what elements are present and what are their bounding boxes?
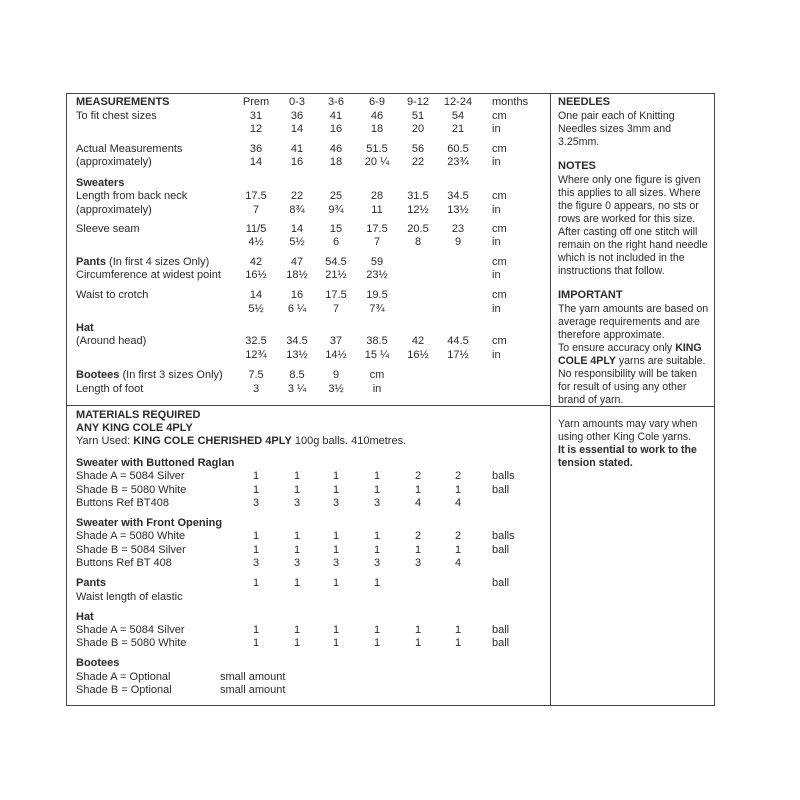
size-header-value: 6-9 — [369, 96, 385, 108]
circumference-label: Circumference at widest point — [76, 269, 221, 281]
hat-in-value: 16½ — [407, 349, 429, 361]
pants-in-value: 16½ — [245, 269, 267, 281]
unit-in: in — [492, 236, 501, 248]
hat-in-value: 17½ — [447, 349, 469, 361]
unit-ball: ball — [492, 544, 510, 556]
raglan-shade-b-value: 1 — [414, 484, 422, 496]
unit-cm: cm — [492, 289, 507, 301]
sleeve-cm-value: 11/5 — [245, 223, 267, 235]
size-header-value: 9-12 — [406, 96, 430, 108]
unit-in: in — [372, 383, 382, 395]
hat-shade-b-value: 1 — [373, 637, 381, 649]
hat-shade-b-value: 1 — [332, 637, 340, 649]
hat-shade-a-value: 1 — [293, 624, 301, 636]
unit-cm: cm — [492, 143, 507, 155]
chest-cm-value: 54 — [451, 110, 465, 122]
notes-heading: NOTES — [558, 160, 596, 172]
unit-cm: cm — [492, 335, 507, 347]
hat-in-value: 14½ — [325, 349, 347, 361]
chest-cm-value: 51 — [411, 110, 425, 122]
front-shade-b-label: Shade B = 5084 Silver — [76, 544, 186, 556]
front-shade-a-label: Shade A = 5080 White — [76, 530, 186, 542]
raglan-shade-a-label: Shade A = 5084 Silver — [76, 470, 185, 482]
small-amount: small amount — [220, 684, 286, 696]
unit-in: in — [492, 156, 501, 168]
needles-text: One pair each of Knitting Needles sizes 3mm and 3.25mm. — [558, 110, 675, 148]
sleeve-label: Sleeve seam — [76, 223, 140, 235]
size-header-value: Prem — [242, 96, 270, 108]
waist-cm-value: 19.5 — [366, 289, 388, 301]
chest-label: To fit chest sizes — [76, 110, 157, 122]
hat-in-value: 15 ¼ — [364, 349, 390, 361]
front-buttons-value: 3 — [373, 557, 381, 569]
bootees-cm-value: 8.5 — [289, 369, 305, 381]
length-in-value: 12½ — [407, 204, 429, 216]
front-shade-a-value: 2 — [454, 530, 462, 542]
hat-materials-heading: Hat — [76, 611, 94, 623]
hat-in-value: 13½ — [286, 349, 308, 361]
raglan-shade-b-label: Shade B = 5080 White — [76, 484, 187, 496]
sleeve-in-value: 4½ — [248, 236, 264, 248]
pants-yarn-value: 1 — [252, 577, 260, 589]
length-in-value: 9¾ — [328, 204, 344, 216]
actual-in-value: 14 — [249, 156, 263, 168]
sleeve-cm-value: 15 — [329, 223, 343, 235]
front-buttons-value: 3 — [252, 557, 260, 569]
chest-in-value: 14 — [290, 123, 304, 135]
front-buttons-value: 3 — [414, 557, 422, 569]
front-shade-b-value: 1 — [252, 544, 260, 556]
raglan-buttons-value: 3 — [373, 497, 381, 509]
actual-in-value: 23¾ — [447, 156, 469, 168]
foot-label: Length of foot — [76, 383, 144, 395]
unit-ball: ball — [492, 624, 510, 636]
chest-in-value: 16 — [329, 123, 343, 135]
front-shade-a-value: 1 — [252, 530, 260, 542]
unit-cm: cm — [492, 223, 507, 235]
front-shade-a-value: 1 — [332, 530, 340, 542]
pants-in-value: 21½ — [325, 269, 347, 281]
chest-cm-value: 46 — [370, 110, 384, 122]
hat-shade-a-value: 1 — [252, 624, 260, 636]
raglan-buttons-value: 3 — [293, 497, 301, 509]
yarn-vary-text: Yarn amounts may vary when using other King Cole yarns. — [558, 418, 698, 443]
bootees-shade-b-label: Shade B = Optional — [76, 684, 172, 696]
waist-in-value: 6 ¼ — [287, 303, 307, 315]
bootees-in-value: 3½ — [328, 383, 344, 395]
size-header-value: 3-6 — [328, 96, 344, 108]
bootees-heading: Bootees (In first 3 sizes Only) — [76, 369, 223, 381]
important-text-2: To ensure accuracy only KING COLE 4PLY yarns are suitable. — [558, 342, 706, 367]
front-buttons-label: Buttons Ref BT 408 — [76, 557, 172, 569]
pants-yarn-value: 1 — [373, 577, 381, 589]
unit-ball: ball — [492, 637, 510, 649]
sleeve-cm-value: 20.5 — [407, 223, 429, 235]
sweaters-heading: Sweaters — [76, 177, 125, 189]
unit-cm: cm — [492, 110, 507, 122]
bootees-in-value: 3 — [252, 383, 260, 395]
hat-shade-b-value: 1 — [454, 637, 462, 649]
measurements-heading: MEASUREMENTS — [76, 96, 170, 108]
bootees-cm-value: 7.5 — [248, 369, 264, 381]
front-shade-a-value: 2 — [414, 530, 422, 542]
pants-heading: Pants (In first 4 sizes Only) — [76, 256, 210, 268]
raglan-shade-a-value: 1 — [373, 470, 381, 482]
hat-heading: Hat — [76, 322, 94, 334]
unit-balls: balls — [492, 470, 515, 482]
length-cm-value: 25 — [329, 190, 343, 202]
hat-shade-b-value: 1 — [414, 637, 422, 649]
chest-in-value: 21 — [451, 123, 465, 135]
hat-in-value: 12¾ — [245, 349, 267, 361]
size-unit: months — [492, 96, 529, 108]
raglan-buttons-value: 3 — [252, 497, 260, 509]
raglan-buttons-value: 4 — [454, 497, 462, 509]
actual-in-value: 22 — [411, 156, 425, 168]
sleeve-cm-value: 17.5 — [366, 223, 388, 235]
unit-cm: cm — [369, 369, 385, 381]
length-cm-value: 31.5 — [407, 190, 429, 202]
waist-cm-value: 17.5 — [325, 289, 347, 301]
waist-in-value: 7¾ — [369, 303, 385, 315]
chest-in-value: 20 — [411, 123, 425, 135]
pants-in-value: 23½ — [366, 269, 388, 281]
sleeve-cm-value: 23 — [451, 223, 465, 235]
notes-text: Where only one figure is given this applies to all sizes. Where the figure 0 appears, no sts or rows are worked for this size. After casting off one stitch will remain on the right hand needle which is not included in the instructions that follow. — [558, 174, 708, 277]
hat-shade-a-value: 1 — [373, 624, 381, 636]
hat-cm-value: 32.5 — [245, 335, 267, 347]
chest-cm-value: 31 — [249, 110, 263, 122]
length-cm-value: 17.5 — [245, 190, 267, 202]
actual-cm-value: 36 — [249, 143, 263, 155]
waist-label: Waist to crotch — [76, 289, 149, 301]
length-in-value: 8¾ — [289, 204, 305, 216]
pants-cm-value: 47 — [290, 256, 304, 268]
actual-cm-value: 51.5 — [366, 143, 388, 155]
raglan-shade-b-value: 1 — [293, 484, 301, 496]
raglan-buttons-label: Buttons Ref BT408 — [76, 497, 169, 509]
sleeve-in-value: 8 — [414, 236, 422, 248]
hat-shade-b-label: Shade B = 5080 White — [76, 637, 187, 649]
hat-label: (Around head) — [76, 335, 147, 347]
hat-cm-value: 44.5 — [447, 335, 469, 347]
raglan-shade-b-value: 1 — [332, 484, 340, 496]
tension-note: It is essential to work to the tension stated. — [558, 444, 697, 469]
unit-balls: balls — [492, 530, 515, 542]
length-in-value: 7 — [252, 204, 260, 216]
important-text-1: The yarn amounts are based on average requirements and are therefore approximate. — [558, 303, 709, 341]
chest-in-value: 18 — [370, 123, 384, 135]
sleeve-in-value: 5½ — [289, 236, 305, 248]
yarn-used: Yarn Used: KING COLE CHERISHED 4PLY 100g balls. 410metres. — [76, 435, 407, 447]
unit-cm: cm — [492, 190, 507, 202]
front-shade-b-value: 1 — [293, 544, 301, 556]
chest-in-value: 12 — [249, 123, 263, 135]
actual-in-value: 16 — [290, 156, 304, 168]
front-shade-b-value: 1 — [373, 544, 381, 556]
hat-cm-value: 38.5 — [366, 335, 388, 347]
front-buttons-value: 4 — [454, 557, 462, 569]
sleeve-in-value: 6 — [332, 236, 340, 248]
unit-ball: ball — [492, 577, 510, 589]
raglan-shade-b-value: 1 — [252, 484, 260, 496]
actual-in-value: 20 ¼ — [364, 156, 390, 168]
section-divider-left — [66, 405, 551, 406]
bootees-shade-a-label: Shade A = Optional — [76, 671, 171, 683]
waist-in-value: 7 — [332, 303, 340, 315]
notes-section — [558, 160, 712, 278]
yarn-variation-section — [558, 418, 712, 470]
waist-cm-value: 14 — [249, 289, 263, 301]
length-in-value: 13½ — [447, 204, 469, 216]
front-buttons-value: 3 — [293, 557, 301, 569]
size-header-value: 0-3 — [289, 96, 305, 108]
length-in-value: 11 — [371, 204, 383, 216]
raglan-shade-a-value: 1 — [252, 470, 260, 482]
length-label-2: (approximately) — [76, 204, 152, 216]
raglan-shade-b-value: 1 — [373, 484, 381, 496]
pants-cm-value: 42 — [249, 256, 263, 268]
pants-cm-value: 54.5 — [325, 256, 347, 268]
raglan-shade-a-value: 2 — [454, 470, 462, 482]
elastic-label: Waist length of elastic — [76, 591, 183, 603]
hat-shade-a-value: 1 — [454, 624, 462, 636]
front-shade-b-value: 1 — [454, 544, 462, 556]
unit-in: in — [492, 204, 501, 216]
pants-cm-value: 59 — [370, 256, 384, 268]
raglan-shade-b-value: 1 — [454, 484, 462, 496]
unit-in: in — [492, 303, 501, 315]
actual-cm-value: 56 — [411, 143, 425, 155]
bootees-in-value: 3 ¼ — [287, 383, 307, 395]
unit-cm: cm — [492, 256, 507, 268]
chest-cm-value: 36 — [290, 110, 304, 122]
front-shade-b-value: 1 — [414, 544, 422, 556]
needles-section — [558, 96, 712, 149]
pants-materials-heading: Pants — [76, 577, 106, 589]
hat-shade-b-value: 1 — [293, 637, 301, 649]
actual-cm-value: 60.5 — [447, 143, 469, 155]
front-shade-a-value: 1 — [293, 530, 301, 542]
front-shade-a-value: 1 — [373, 530, 381, 542]
unit-in: in — [492, 349, 501, 361]
actual-cm-value: 46 — [329, 143, 343, 155]
pants-yarn-value: 1 — [332, 577, 340, 589]
hat-shade-a-value: 1 — [414, 624, 422, 636]
actual-label-2: (approximately) — [76, 156, 152, 168]
sleeve-cm-value: 14 — [290, 223, 304, 235]
front-shade-b-value: 1 — [332, 544, 340, 556]
raglan-shade-a-value: 2 — [414, 470, 422, 482]
important-text-3: No responsibility will be taken for result of using any other brand of yarn. — [558, 368, 697, 406]
hat-cm-value: 37 — [329, 335, 343, 347]
actual-label: Actual Measurements — [76, 143, 183, 155]
small-amount: small amount — [220, 671, 286, 683]
materials-subtitle: ANY KING COLE 4PLY — [76, 422, 193, 434]
bootees-materials-heading: Bootees — [76, 657, 120, 669]
important-heading: IMPORTANT — [558, 289, 623, 301]
raglan-heading: Sweater with Buttoned Raglan — [76, 457, 235, 469]
unit-ball: ball — [492, 484, 510, 496]
hat-shade-a-value: 1 — [332, 624, 340, 636]
hat-shade-b-value: 1 — [252, 637, 260, 649]
hat-shade-a-label: Shade A = 5084 Silver — [76, 624, 185, 636]
hat-cm-value: 34.5 — [286, 335, 308, 347]
waist-cm-value: 16 — [290, 289, 304, 301]
raglan-buttons-value: 4 — [414, 497, 422, 509]
raglan-shade-a-value: 1 — [332, 470, 340, 482]
raglan-shade-a-value: 1 — [293, 470, 301, 482]
column-divider — [550, 93, 551, 706]
front-buttons-value: 3 — [332, 557, 340, 569]
waist-in-value: 5½ — [248, 303, 264, 315]
bootees-cm-value: 9 — [332, 369, 340, 381]
needles-heading: NEEDLES — [558, 96, 610, 108]
hat-cm-value: 42 — [411, 335, 425, 347]
unit-in: in — [492, 269, 501, 281]
sleeve-in-value: 9 — [454, 236, 462, 248]
sleeve-in-value: 7 — [373, 236, 381, 248]
length-cm-value: 28 — [370, 190, 384, 202]
pants-in-value: 18½ — [286, 269, 308, 281]
important-section — [558, 289, 712, 407]
front-opening-heading: Sweater with Front Opening — [76, 517, 223, 529]
size-header-value: 12-24 — [443, 96, 473, 108]
length-label: Length from back neck — [76, 190, 188, 202]
length-cm-value: 34.5 — [447, 190, 469, 202]
materials-heading: MATERIALS REQUIRED — [76, 409, 201, 421]
actual-in-value: 18 — [329, 156, 343, 168]
unit-in: in — [492, 123, 501, 135]
pants-yarn-value: 1 — [293, 577, 301, 589]
raglan-buttons-value: 3 — [332, 497, 340, 509]
chest-cm-value: 41 — [329, 110, 343, 122]
length-cm-value: 22 — [290, 190, 304, 202]
actual-cm-value: 41 — [290, 143, 304, 155]
